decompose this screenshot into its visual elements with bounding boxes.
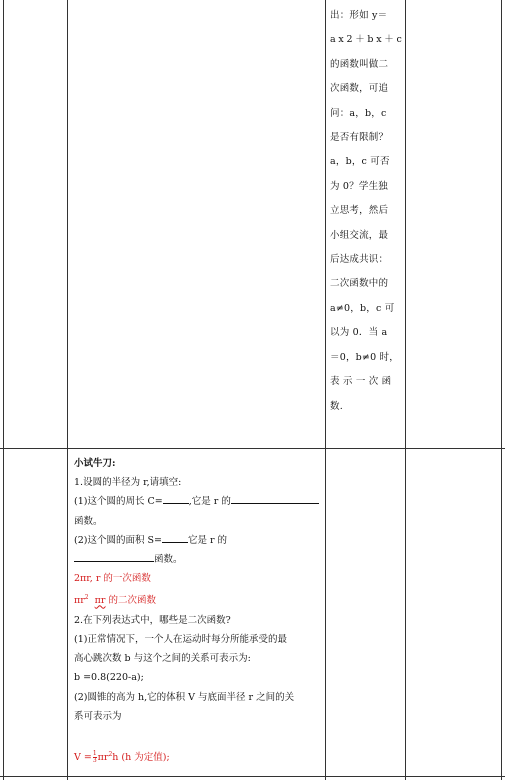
answer-text: h (h 为定值); [112,752,170,764]
exercise-title: 小试牛刀: [74,458,116,469]
superscript: 2 [108,751,113,758]
table-column-divider [325,0,326,780]
answer-text: V = [74,752,92,764]
question-2a: b =0.8(220-a); [74,672,144,684]
notes-line: 是否有限制？ [330,132,389,144]
answer-text: πr [94,595,106,607]
notes-line: 数. [330,400,343,412]
notes-line: 的函数叫做二 [330,58,389,70]
question-1b [74,531,324,550]
question-2: 2.在下列表达式中，哪些是二次函数? [74,614,231,626]
answer-1: 2πr, r 的一次函数 [74,573,151,585]
question-text: (2)这个圆的面积 S= [74,534,162,546]
notes-line: 后达成共识： [330,254,389,266]
table-border-left [3,0,4,780]
question-2a: 高心跳次数 b 与这个之间的关系可表示为: [74,653,251,665]
answer-text: πr [97,752,109,764]
notes-line: ＝0，b≠0 时， [330,351,399,363]
denominator: 3 [92,757,97,765]
answer-blank [231,493,319,504]
question-text: 它是 r 的 [187,534,228,546]
table-column-divider [67,0,68,780]
notes-line: 立思考，然后 [330,205,389,217]
numerator: 1 [92,750,97,758]
answer-text: 的二次函数 [105,595,156,607]
question-text: (1)这个圆的周长 C= [74,496,163,508]
notes-line: 出：形如 y＝ [330,10,388,21]
table-border-right [501,0,502,780]
answer-blank [163,493,189,504]
question-text: ,它是 r 的 [188,496,231,508]
notes-line: 次函数，可追 [330,83,389,95]
answer-2 [74,588,324,610]
notes-line: 二次函数中的 [330,278,389,290]
notes-line: a x 2 ＋ b x ＋ c [330,34,402,46]
question-2a: (1)正常情况下，一个人在运动时每分所能承受的最 [74,633,287,645]
notes-line: 问：a，b，c [330,107,387,119]
notes-line: a≠0，b，c 可 [330,302,395,314]
answer-3 [74,745,324,767]
question-2b: 系可表示为 [74,710,122,722]
table-column-divider [405,0,406,780]
notes-line: 小组交流，最 [330,229,389,241]
spacer [74,726,324,745]
notes-line: a，b，c 可否 [330,156,390,168]
superscript: 2 [84,594,89,602]
table-row-divider [0,448,505,449]
answer-blank [162,532,188,543]
question-text: 函数。 [74,515,103,527]
question-1b-cont [74,550,324,569]
notes-line: 为 0？学生独 [330,180,388,192]
fraction [93,751,97,764]
question-1a [74,492,324,511]
notes-line: 以为 0．当 a [330,327,388,339]
question-text: 函数。 [154,554,183,566]
teacher-notes-cell [330,4,402,419]
question-1: 1.设圆的半径为 r,请填空: [74,477,182,489]
answer-blank [74,551,154,562]
question-2b: (2)圆锥的高为 h,它的体积 V 与底面半径 r 之间的关 [74,691,295,703]
table-border-bottom [0,776,505,777]
notes-line: 表 示 一 次 函 [330,376,392,388]
exercise-cell [74,454,324,767]
answer-text: πr [74,595,85,607]
